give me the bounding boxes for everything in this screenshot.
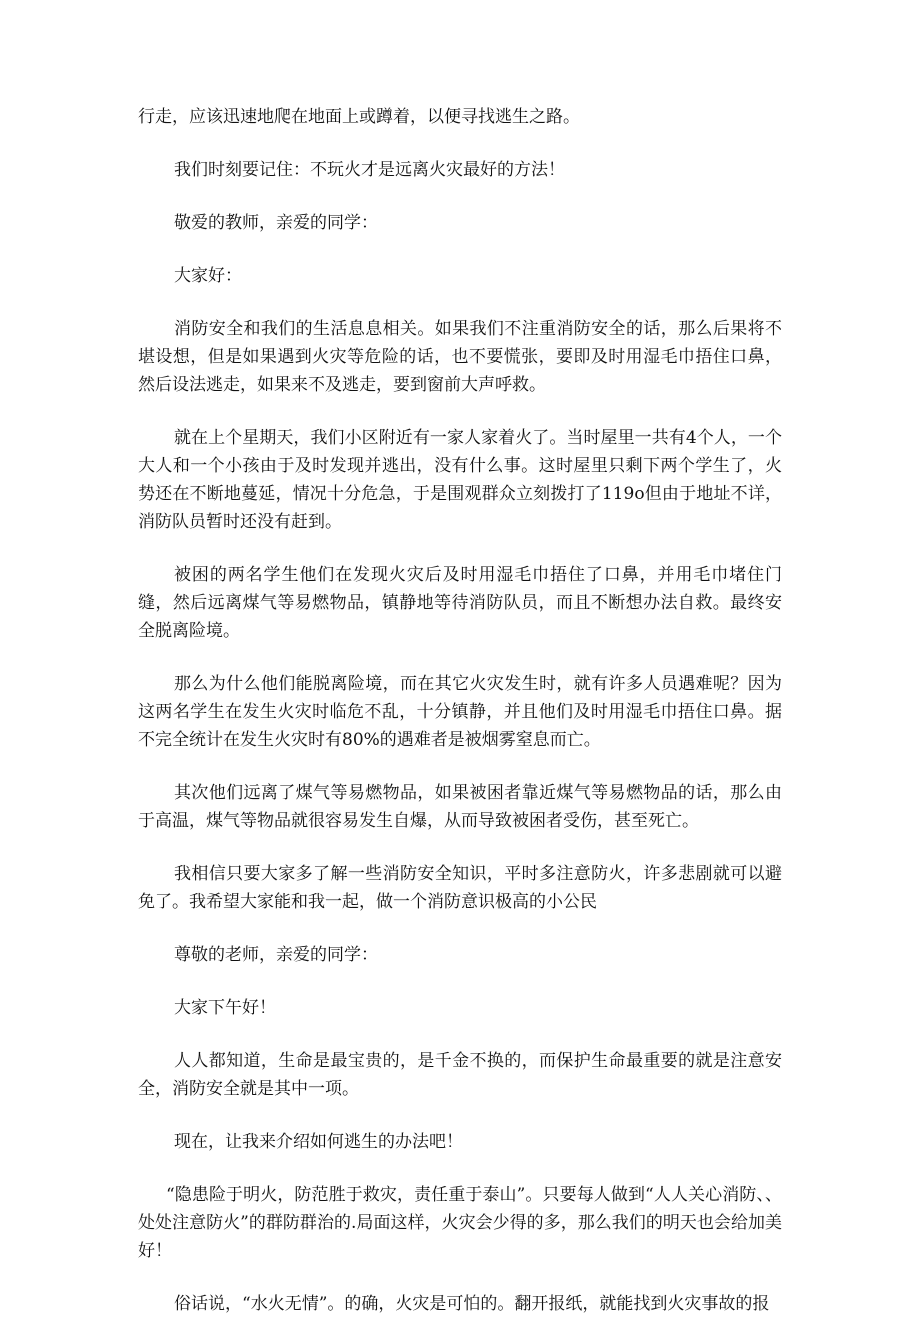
paragraph-proverb: 俗话说，“水火无情”。的确，火灾是可怕的。翻开报纸，就能找到火灾事故的报 [174, 1294, 770, 1314]
paragraph-escape-methods: 现在，让我来介绍如何逃生的办法吧！ [174, 1132, 463, 1152]
paragraph-conclusion: 我相信只要大家多了解一些消防安全知识，平时多注意防火，许多悲剧就可以避免了。我希望大家能和我一起，做一个消防意识极高的小公民 [138, 864, 782, 912]
paragraph-good-afternoon: 大家下午好！ [174, 998, 276, 1018]
paragraph-continuation: 行走，应该迅速地爬在地面上或蹲着，以便寻找逃生之路。 [138, 107, 580, 127]
paragraph-trapped-students: 被困的两名学生他们在发现火灾后及时用湿毛巾捂住了口鼻，并用毛巾堵住门缝，然后远离煤气等易燃物品，镇静地等待消防队员，而且不断想办法自救。最终安全脱离险境。 [138, 565, 782, 641]
paragraph-flammables: 其次他们远离了煤气等易燃物品，如果被困者靠近煤气等易燃物品的话，那么由于高温，煤气等物品就很容易发生自爆，从而导致被困者受伤，甚至死亡。 [138, 783, 782, 831]
paragraph-sunday-fire: 就在上个星期天，我们小区附近有一家人家着火了。当时屋里一共有4个人，一个大人和一个小孩由于及时发现并逃出，没有什么事。这时屋里只剩下两个学生了，火势还在不断地蔓延，情况十分危急，于是围观群众立刻拨打了119o但由于地址不详，消防队员暂时还没有赶到。 [138, 428, 782, 532]
paragraph-greeting-respected: 尊敬的老师，亲爱的同学： [174, 945, 378, 965]
paragraph-hello: 大家好： [174, 266, 242, 286]
paragraph-remember: 我们时刻要记住：不玩火才是远离火灾最好的方法！ [174, 160, 565, 180]
paragraph-slogan: “隐患险于明火，防范胜于救灾，责任重于泰山”。只要每人做到“人人关心消防、、处处注意防火”的群防群治的.局面这样，火灾会少得的多，那么我们的明天也会给加美好！ [138, 1185, 782, 1261]
paragraph-greeting-teachers: 敬爱的教师，亲爱的同学： [174, 213, 378, 233]
paragraph-why-escaped: 那么为什么他们能脱离险境，而在其它火灾发生时，就有许多人员遇难呢？因为这两名学生在发生火灾时临危不乱，十分镇静，并且他们及时用湿毛巾捂住口鼻。据不完全统计在发生火灾时有80%的遇难者是被烟雾窒息而亡。 [138, 674, 782, 750]
paragraph-life-precious: 人人都知道，生命是最宝贵的，是千金不换的，而保护生命最重要的就是注意安全，消防安全就是其中一项。 [138, 1051, 782, 1099]
paragraph-fire-safety-intro: 消防安全和我们的生活息息相关。如果我们不注重消防安全的话，那么后果将不堪设想，但是如果遇到火灾等危险的话，也不要慌张，要即及时用湿毛巾捂住口鼻，然后设法逃走，如果来不及逃走，要到窗前大声呼救。 [138, 319, 782, 395]
